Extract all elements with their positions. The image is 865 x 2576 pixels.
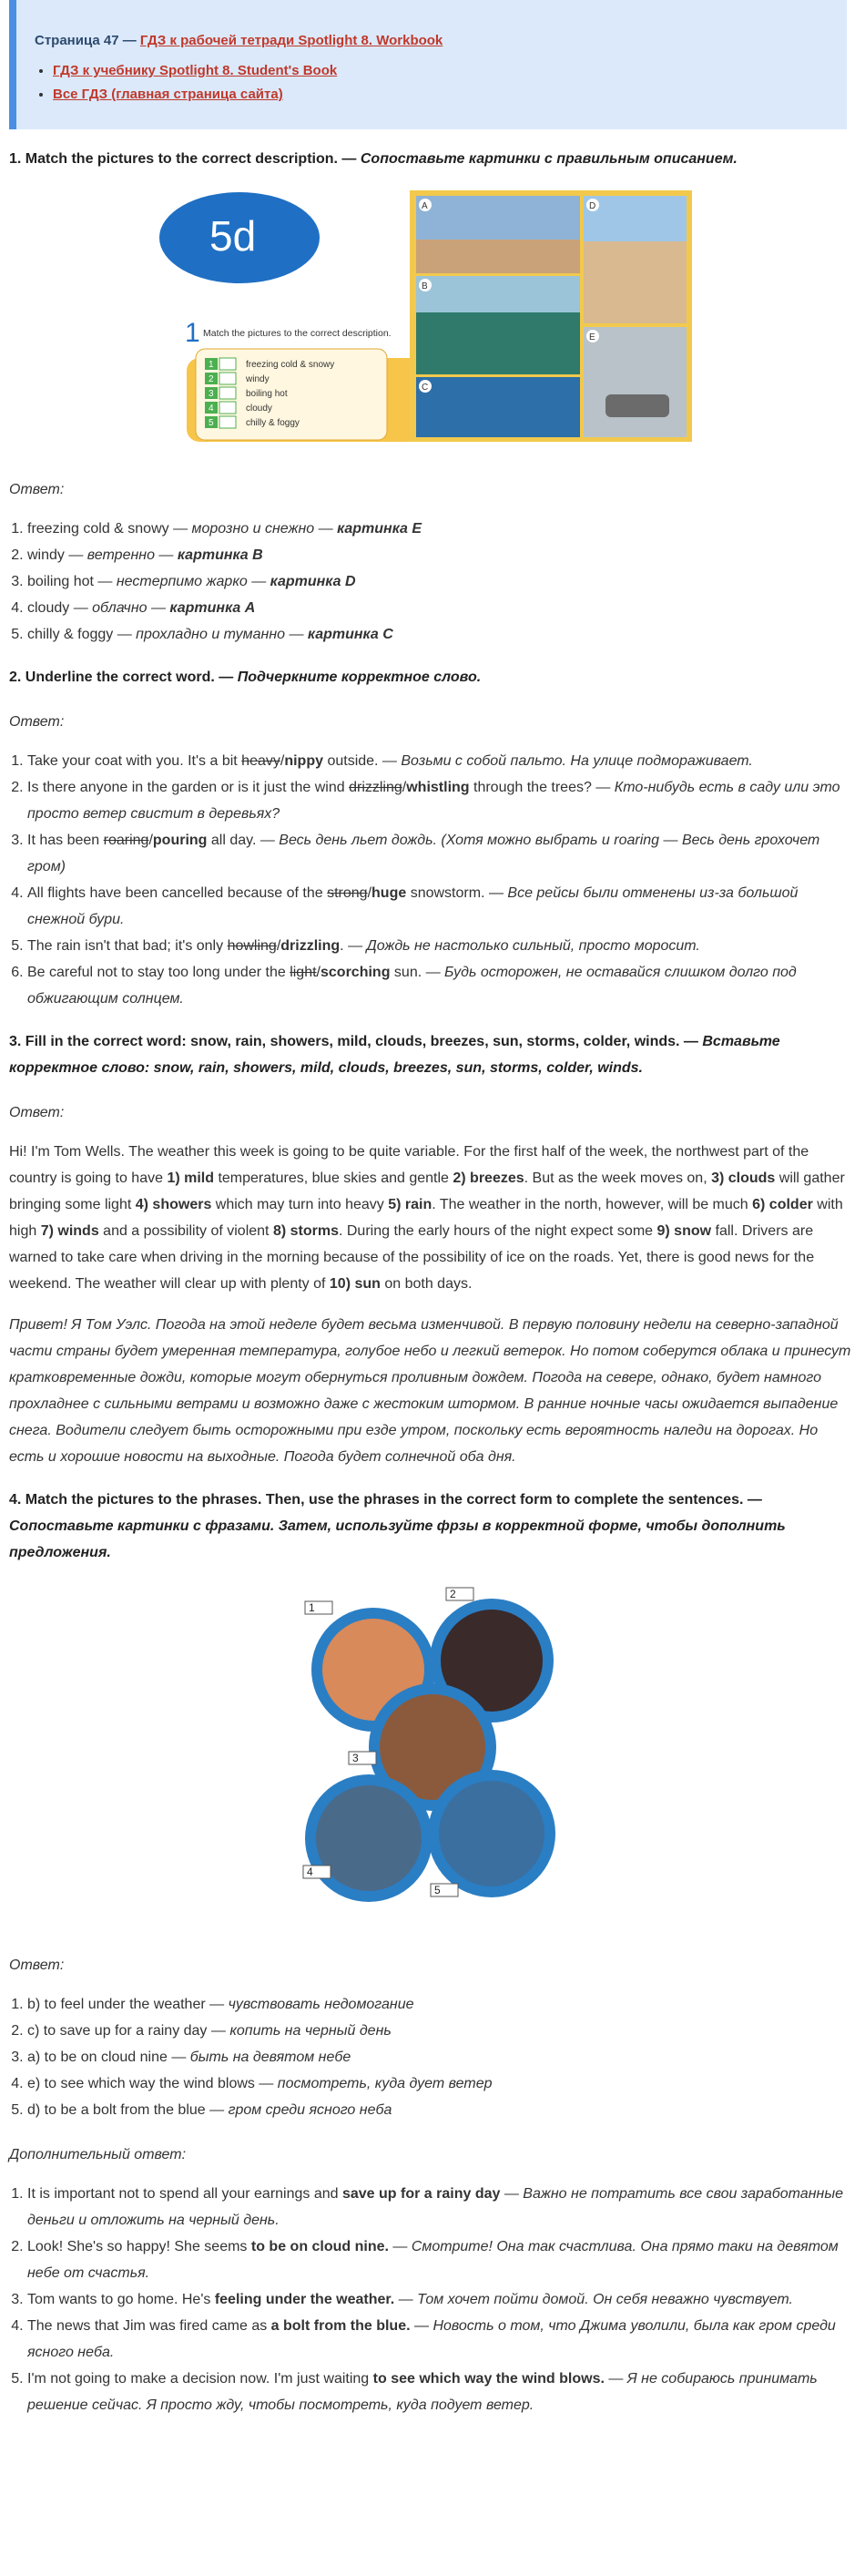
ex1-title: 1. Match the pictures to the correct description. — Сопоставьте картинки с правильным описанием.: [9, 151, 738, 167]
svg-text:1: 1: [309, 1601, 315, 1614]
svg-text:A: A: [422, 201, 428, 211]
list-item: 3. a) to be on cloud nine — быть на девятом небе: [27, 2044, 856, 2070]
students-book-link[interactable]: ГДЗ к учебнику Spotlight 8. Student's Book: [53, 63, 338, 78]
list-item: 1. freezing cold & snowy — морозно и снежно — картинка E: [27, 516, 856, 542]
all-gdz-link[interactable]: Все ГДЗ (главная страница сайта): [53, 87, 283, 102]
related-links: [35, 59, 829, 107]
list-item: 2. Is there anyone in the garden or is it just the wind drizzling/whistling through the trees? — Кто-нибудь есть в саду или это просто ветер свистит в деревьях?: [27, 774, 856, 827]
svg-text:4: 4: [209, 404, 214, 414]
list-item: 5. d) to be a bolt from the blue — гром среди ясного неба: [27, 2097, 856, 2123]
list-item: 6. Be careful not to stay too long under the light/scorching sun. — Будь осторожен, не оставайся слишком долго под обжигающим солнцем.: [27, 959, 856, 1012]
list-item: 5. The rain isn't that bad; it's only howling/drizzling. — Дождь не настолько сильный, просто моросит.: [27, 933, 856, 959]
figure-num: 1: [185, 318, 200, 348]
list-item: 2. c) to save up for a rainy day — копить на черный день: [27, 2018, 856, 2044]
ex4-answers: [9, 1991, 856, 2123]
figure-instruction: Match the pictures to the correct description.: [203, 328, 392, 339]
list-item: 5. chilly & foggy — прохладно и туманно — картинка C: [27, 621, 856, 648]
fig-list-4: cloudy: [246, 404, 272, 414]
ex1-answers: [9, 516, 856, 648]
ex4-title: 4. Match the pictures to the phrases. Then, use the phrases in the correct form to complete the sentences. — Сопоставьте картинки с фразами. Затем, используйте фрзы в корректной форме, чтобы дополнить предложения.: [9, 1492, 786, 1560]
list-item: 3. It has been roaring/pouring all day. — Весь день льет дождь. (Хотя можно выбрать и roaring — Весь день грохочет гром): [27, 827, 856, 880]
list-item: 1. It is important not to spend all your earnings and save up for a rainy day — Важно не потратить все свои заработанные деньги и отложить на черный день.: [27, 2181, 856, 2234]
ex1-answer-label: Ответ:: [9, 482, 65, 497]
info-box: [9, 0, 847, 129]
list-item: 1. Take your coat with you. It's a bit heavy/nippy outside. — Возьми с собой пальто. На улице подмораживает.: [27, 748, 856, 774]
list-item: 5. I'm not going to make a decision now. I'm just waiting to see which way the wind blows. — Я не собираюсь принимать решение сейчас. Я просто жду, чтобы посмотреть, куда подует ветер.: [27, 2366, 856, 2418]
ex3-translation: Привет! Я Том Уэлс. Погода на этой неделе будет весьма изменчивой. В первую половину недели на северно-западной части страны будет умеренная температура, голубое небо и легкий ветерок. Но потом соберутся облака и принесут кратковременные дожди, которые могут обернуться проливным дождем. Погода на севере, однако, будет намного прохладнее с сильными ветрами и возможно даже с жестоким штормом. В ранние ночные часы ожидается выпадение снега. Водители следует быть осторожными при езде утром, поскольку есть вероятность наледи на дорогах. Но есть и хорошие новости на выходные. Погода будет солнечной оба дня.: [9, 1317, 851, 1465]
list-item: 4. e) to see which way the wind blows — посмотреть, куда дует ветер: [27, 2070, 856, 2097]
svg-text:B: B: [422, 281, 428, 291]
ex3-title: 3. Fill in the correct word: snow, rain, showers, mild, clouds, breezes, sun, storms, colder, winds. — Вставьте корректное слово: snow, rain, showers, mild, clouds, breezes, sun, storms, colder, winds.: [9, 1034, 780, 1076]
list-item: 4. cloudy — облачно — картинка A: [27, 595, 856, 621]
fig-list-1: freezing cold & snowy: [246, 360, 335, 370]
svg-text:5: 5: [434, 1884, 441, 1896]
ex4-extra: [9, 2181, 856, 2418]
badge-5d: 5d: [209, 212, 257, 260]
page-heading: Страница 47 — ГДЗ к рабочей тетради Spotlight 8. Workbook: [35, 33, 443, 48]
photo-c: [416, 377, 580, 437]
svg-text:2: 2: [209, 374, 214, 384]
svg-text:3: 3: [352, 1752, 359, 1764]
photo-e: [584, 327, 687, 437]
list-item: 3. Tom wants to go home. He's feeling under the weather. — Том хочет пойти домой. Он себя неважно чувствует.: [27, 2286, 856, 2313]
fig-list-5: chilly & foggy: [246, 418, 300, 428]
ex3-text: Hi! I'm Tom Wells. The weather this week is going to be quite variable. For the first half of the week, the northwest part of the country is going to have 1) mild temperatures, blue skies and gentle 2) breezes. But as the week moves on, 3) clouds will gather bringing some light 4) showers which may turn into heavy 5) rain. The weather in the north, however, will be much 6) colder with high 7) winds and a possibility of violent 8) storms. During the early hours of the night expect some 9) snow fall. Drivers are warned to take care when driving in the morning because of the possibility of ice on the roads. Yet, there is good news for the weekend. The weather will clear up with plenty of 10) sun on both days.: [9, 1144, 845, 1292]
svg-text:5: 5: [209, 418, 214, 428]
svg-text:D: D: [589, 201, 596, 211]
fig-list-3: boiling hot: [246, 389, 288, 399]
svg-text:1: 1: [209, 360, 214, 370]
svg-text:E: E: [589, 332, 595, 342]
list-item: 1. b) to feel under the weather — чувствовать недомогание: [27, 1991, 856, 2018]
list-item: 4. All flights have been cancelled because of the strong/huge snowstorm. — Все рейсы были отменены из-за большой снежной бури.: [27, 880, 856, 933]
svg-text:2: 2: [450, 1588, 456, 1600]
fig-list-2: windy: [246, 374, 270, 384]
svg-text:C: C: [422, 383, 429, 393]
ex2-answers: [9, 748, 856, 1012]
ex4-extra-label: Дополнительный ответ:: [9, 2147, 187, 2162]
svg-text:4: 4: [307, 1866, 313, 1878]
list-item: 2. windy — ветренно — картинка B: [27, 542, 856, 568]
workbook-link[interactable]: ГДЗ к рабочей тетради Spotlight 8. Workbook: [139, 33, 443, 48]
svg-text:3: 3: [209, 389, 214, 399]
list-item: 4. The news that Jim was fired came as a bolt from the blue. — Новость о том, что Джима уволили, была как гром среди ясного неба.: [27, 2313, 856, 2366]
ex3-answer-label: Ответ:: [9, 1105, 65, 1120]
ex2-answer-label: Ответ:: [9, 714, 65, 730]
ex2-title: 2. Underline the correct word. — Подчеркните корректное слово.: [9, 670, 482, 685]
ex4-figure: [296, 1579, 569, 1934]
ex4-answer-label: Ответ:: [9, 1958, 65, 1973]
list-item: 2. Look! She's so happy! She seems to be on cloud nine. — Смотрите! Она так счастлива. Она прямо таки на девятом небе от счастья.: [27, 2234, 856, 2286]
ex1-figure: [159, 185, 706, 458]
list-item: 3. boiling hot — нестерпимо жарко — картинка D: [27, 568, 856, 595]
